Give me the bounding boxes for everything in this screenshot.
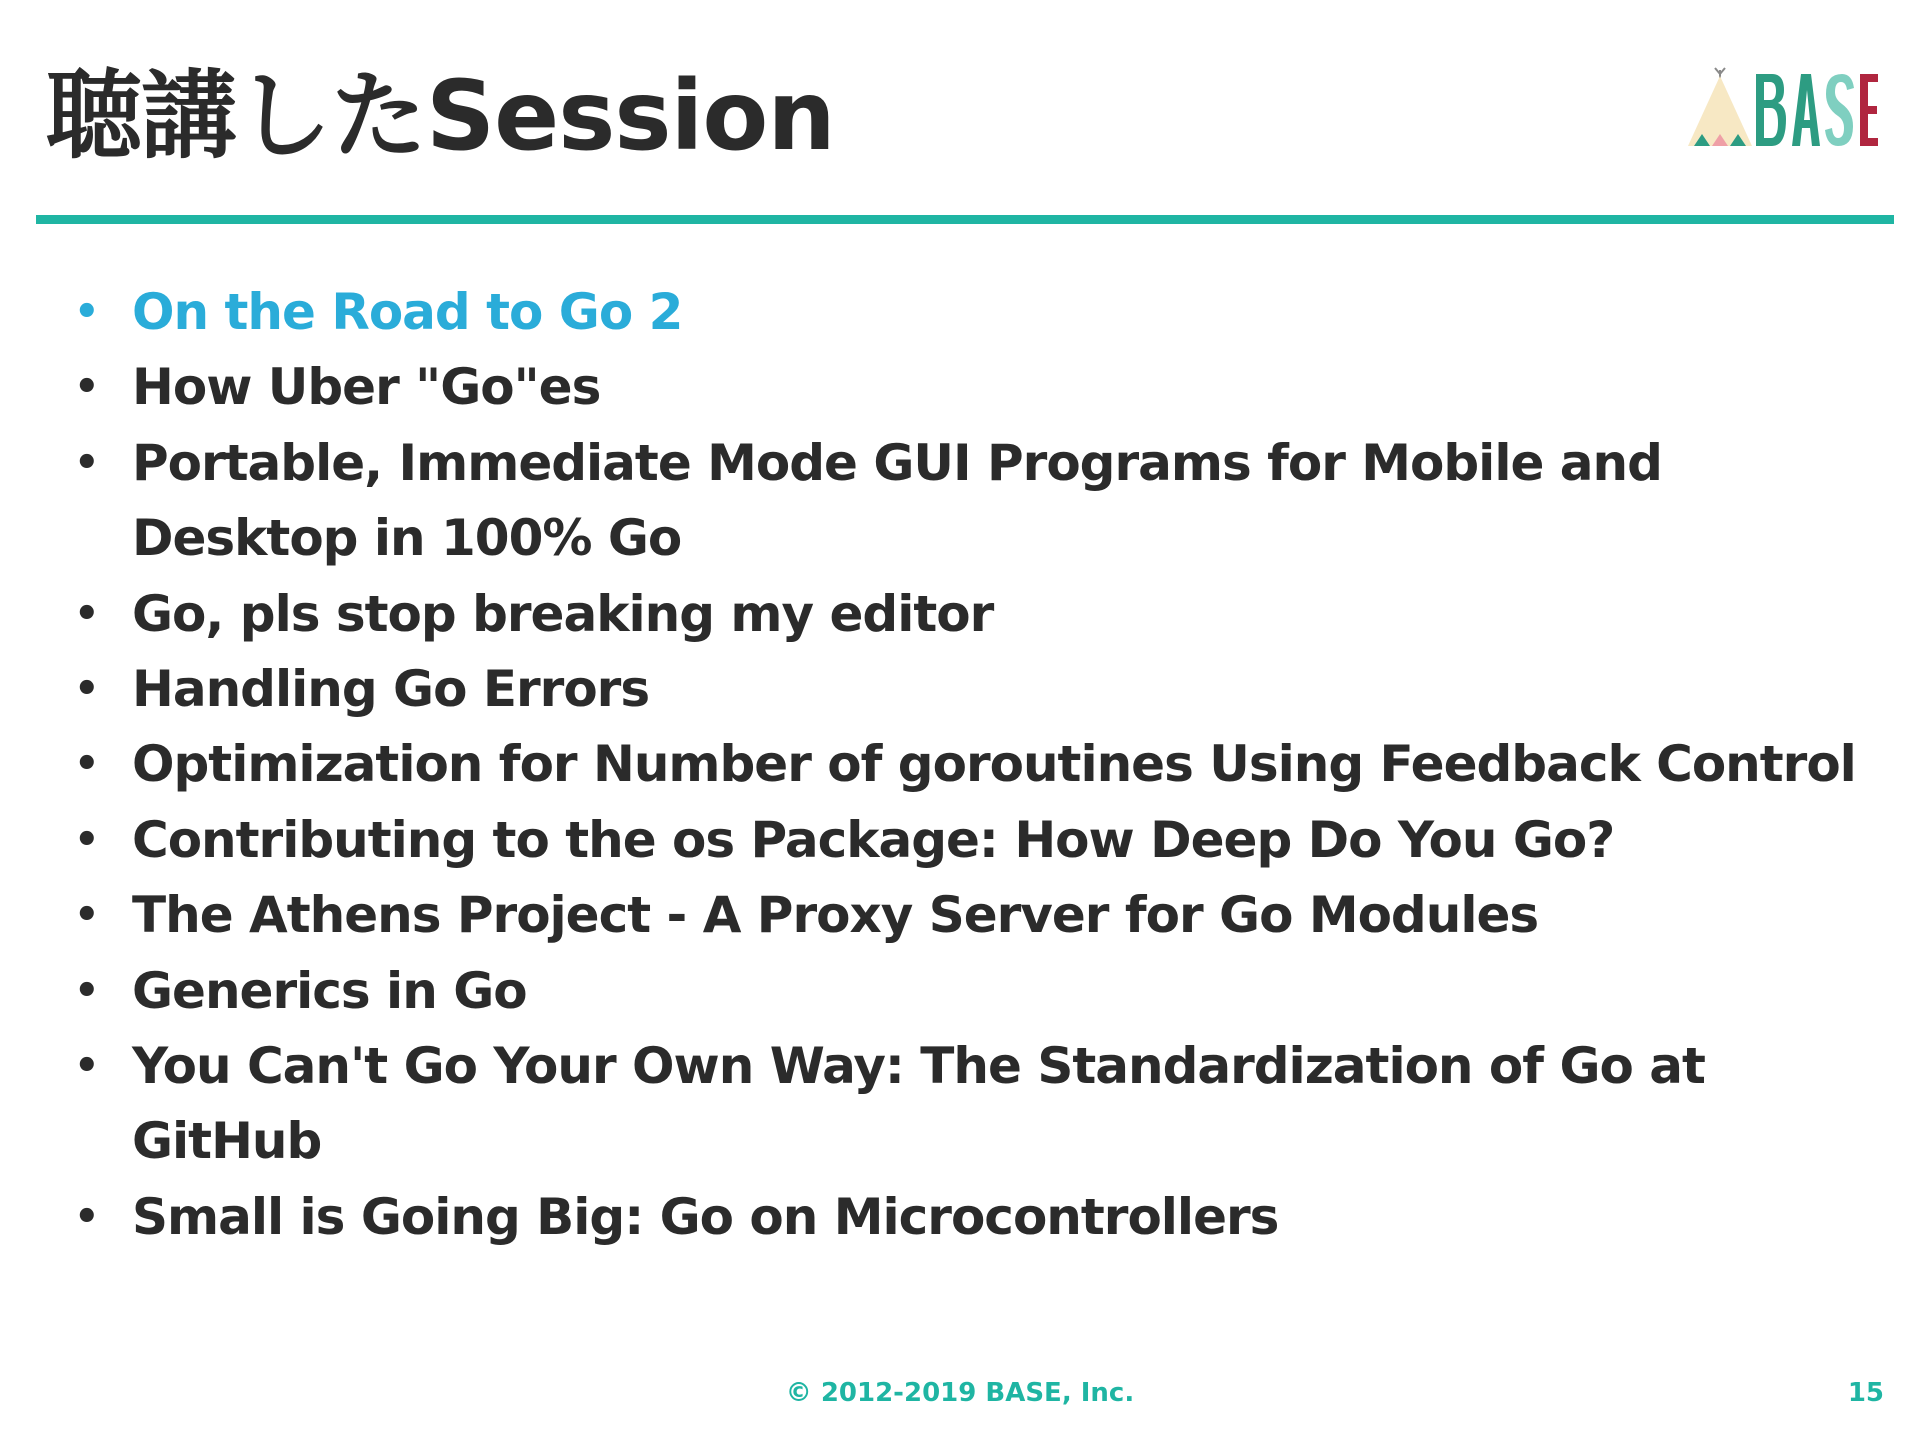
session-title: Small is Going Big: Go on Microcontrollers [132,1187,1279,1246]
bullet-icon: • [74,892,99,939]
list-item [70,275,1870,350]
session-title: On the Road to Go 2 [132,283,683,341]
session-title: The Athens Project - A Proxy Server for Go Modules [132,886,1539,945]
bullet-icon: • [74,1043,99,1090]
bullet-icon: • [74,816,99,863]
bullet-icon: • [74,967,99,1014]
bullet-icon: • [74,364,99,411]
list-item [70,1180,1870,1255]
list-item [70,652,1870,727]
bullet-icon: • [74,439,99,486]
session-title: Go, pls stop breaking my editor [132,584,994,643]
slide-title: 聴講したSession [46,60,835,172]
bullet-icon: • [74,741,99,788]
session-title: How Uber "Go"es [132,358,601,417]
session-title: Contributing to the os Package: How Deep Do You Go? [132,810,1615,869]
base-logo [1680,64,1880,154]
bullet-icon: • [74,289,99,335]
bullet-icon: • [74,1193,99,1240]
list-item [70,878,1870,953]
session-title: Handling Go Errors [132,660,650,719]
session-title: Generics in Go [132,961,527,1020]
list-item [70,1029,1870,1180]
list-item [70,954,1870,1029]
title-divider [36,215,1894,224]
list-item [70,803,1870,878]
bullet-icon: • [74,666,99,713]
bullet-icon: • [74,590,99,637]
session-title: Optimization for Number of goroutines Using Feedback Control [132,735,1856,794]
list-item [70,577,1870,652]
session-title: Portable, Immediate Mode GUI Programs for Mobile and Desktop in 100% Go [132,433,1662,568]
session-list [70,275,1870,1255]
page-number: 15 [1847,1378,1884,1408]
copyright-footer: © 2012-2019 BASE, Inc. [785,1378,1135,1408]
list-item [70,350,1870,425]
session-title: You Can't Go Your Own Way: The Standardization of Go at GitHub [132,1037,1705,1171]
list-item [70,426,1870,577]
list-item [70,727,1870,802]
